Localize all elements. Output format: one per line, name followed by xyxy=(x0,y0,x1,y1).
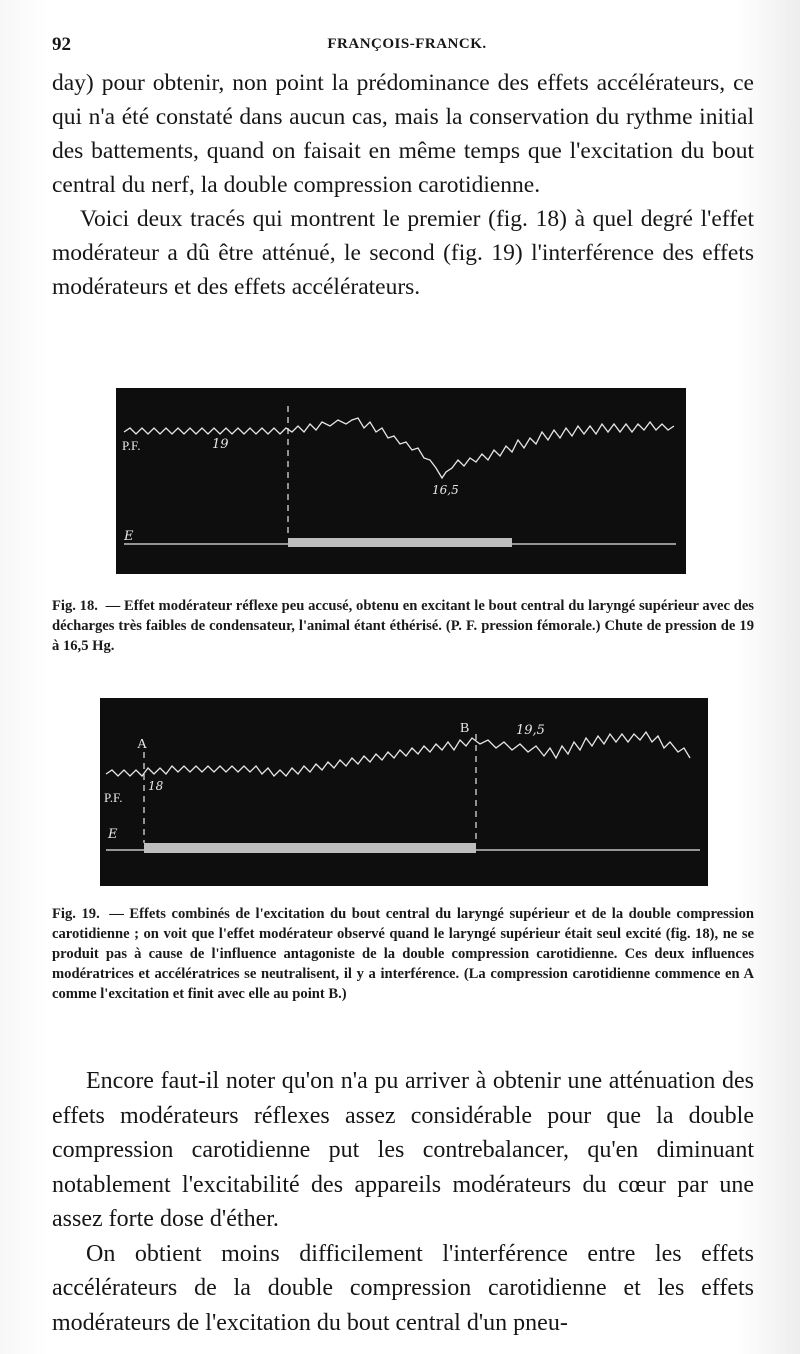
label-a: A xyxy=(137,737,148,752)
body-text-top xyxy=(52,66,754,304)
label-16-5-fig18: 16,5 xyxy=(432,483,459,497)
figure-19-svg xyxy=(100,698,708,886)
figure-18-trace xyxy=(116,388,686,574)
excitation-bar-fig18 xyxy=(288,538,512,547)
paragraph-1: day) pour obtenir, non point la prédominance des effets accélérateurs, ce qui n'a été constaté dans aucun cas, mais la conservation du rythme initial des battements, quand on faisait en même temps que l'excitation du bout central du nerf, la double compression carotidienne. xyxy=(52,70,754,198)
label-pf-fig19: P.F. xyxy=(104,790,123,805)
label-pf-fig18: P.F. xyxy=(122,438,141,453)
label-19-fig18: 19 xyxy=(212,437,229,452)
page-number: 92 xyxy=(52,34,71,55)
pressure-trace-fig19 xyxy=(106,732,690,776)
running-title: FRANÇOIS-FRANCK. xyxy=(327,36,487,52)
label-e-fig19: E xyxy=(108,827,118,842)
figure-18-caption xyxy=(52,596,754,656)
pressure-trace-fig18 xyxy=(124,418,674,478)
figure-19-caption xyxy=(52,904,754,1004)
label-19-5-fig19: 19,5 xyxy=(516,723,545,738)
figure-19-caption-text: — Effets combinés de l'excitation du bout central du laryngé supérieur et de la double compression carotidienne ; on voit que l'effet modérateur observé quand le laryngé supérieur était seul excité (fig. 18), ne se produit pas à cause de l'influence antagoniste de la double compression carotidienne. Ces deux influences modératrices et accélératrices se neutralisent, il y a interférence. (La compression carotidienne commence en A comme l'excitation et finit avec elle au point B.) xyxy=(52,906,754,1002)
figure-19-trace xyxy=(100,698,708,886)
figure-18-caption-label: Fig. 18. xyxy=(52,598,98,614)
paragraph-3: Encore faut-il noter qu'on n'a pu arriver à obtenir une atténuation des effets modérateurs réflexes assez considérable pour que la double compression carotidienne put les contrebalancer, qu'en diminuant notablement l'excitabilité des appareils modérateurs du cœur par une assez forte dose d'éther. xyxy=(52,1068,754,1232)
page-header xyxy=(52,34,762,60)
figure-18-svg xyxy=(116,388,686,574)
label-b: B xyxy=(460,721,470,736)
paragraph-2: Voici deux tracés qui montrent le premier (fig. 18) à quel degré l'effet modérateur a dû être atténué, le second (fig. 19) l'interférence des effets modérateurs et des effets accélérateurs. xyxy=(52,206,754,300)
figure-18-caption-text: — Effet modérateur réflexe peu accusé, obtenu en excitant le bout central du laryngé supérieur avec des décharges très faibles de condensateur, l'animal étant éthérisé. (P. F. pression fémorale.) Chute de pression de 19 à 16,5 Hg. xyxy=(52,598,754,654)
paragraph-4: On obtient moins difficilement l'interférence entre les effets accélérateurs de la double compression carotidienne et les effets modérateurs de l'excitation du bout central d'un pneu- xyxy=(52,1240,754,1336)
figure-19-caption-label: Fig. 19. xyxy=(52,906,100,922)
body-text-bottom xyxy=(52,1064,754,1340)
label-18-fig19: 18 xyxy=(148,779,164,793)
label-e-fig18: E xyxy=(124,529,134,544)
excitation-bar-fig19 xyxy=(144,843,476,853)
